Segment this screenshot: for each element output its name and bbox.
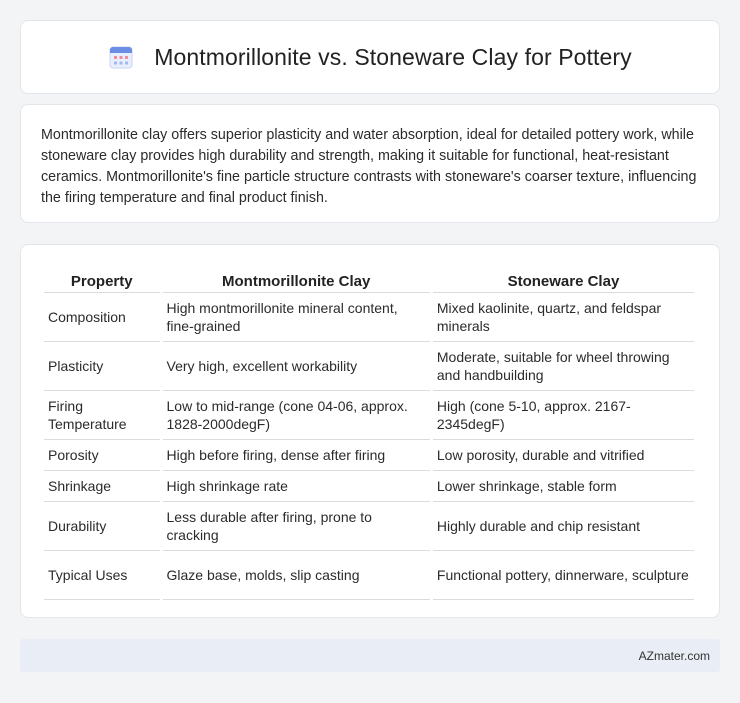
cell-stoneware: Lower shrinkage, stable form: [433, 471, 694, 502]
cell-montmorillonite: High before firing, dense after firing: [163, 440, 430, 471]
table-row: [44, 391, 694, 440]
cell-montmorillonite: High shrinkage rate: [163, 471, 430, 502]
title-card: [20, 20, 720, 94]
table-header-row: [44, 265, 694, 293]
cell-stoneware: High (cone 5-10, approx. 2167-2345degF): [433, 391, 694, 440]
cell-property: Porosity: [44, 440, 160, 471]
header-property: Property: [44, 265, 160, 293]
cell-property: Firing Temperature: [44, 391, 160, 440]
header-stoneware: Stoneware Clay: [433, 265, 694, 293]
header-montmorillonite: Montmorillonite Clay: [163, 265, 430, 293]
cell-montmorillonite: High montmorillonite mineral content, fine-grained: [163, 293, 430, 342]
page-title: Montmorillonite vs. Stoneware Clay for Pottery: [154, 43, 632, 70]
table-row: [44, 342, 694, 391]
cell-stoneware: Low porosity, durable and vitrified: [433, 440, 694, 471]
cell-montmorillonite: Less durable after firing, prone to cracking: [163, 502, 430, 551]
cell-property: Durability: [44, 502, 160, 551]
cell-stoneware: Moderate, suitable for wheel throwing and handbuilding: [433, 342, 694, 391]
table-row: [44, 471, 694, 502]
cell-property: Plasticity: [44, 342, 160, 391]
calendar-grid-icon: [108, 44, 134, 70]
table-row: [44, 551, 694, 600]
table-row: [44, 293, 694, 342]
footer-source: AZmater.com: [638, 648, 710, 663]
cell-property: Typical Uses: [44, 551, 160, 600]
cell-montmorillonite: Very high, excellent workability: [163, 342, 430, 391]
table-row: [44, 502, 694, 551]
cell-montmorillonite: Low to mid-range (cone 04-06, approx. 1828-2000degF): [163, 391, 430, 440]
cell-stoneware: Highly durable and chip resistant: [433, 502, 694, 551]
cell-property: Shrinkage: [44, 471, 160, 502]
footer: [20, 639, 720, 672]
summary-text: Montmorillonite clay offers superior plasticity and water absorption, ideal for detailed pottery work, while stoneware clay provides high durability and strength, making it suitable for functional, heat-resistant ceramics. Montmorillonite's fine particle structure contrasts with stoneware's coarser texture, influencing the firing temperature and final product finish.: [41, 127, 697, 206]
cell-property: Composition: [44, 293, 160, 342]
comparison-table: [41, 265, 697, 600]
cell-montmorillonite: Glaze base, molds, slip casting: [163, 551, 430, 600]
cell-stoneware: Mixed kaolinite, quartz, and feldspar minerals: [433, 293, 694, 342]
cell-stoneware: Functional pottery, dinnerware, sculpture: [433, 551, 694, 600]
comparison-table-card: [20, 244, 720, 618]
summary-card: [20, 104, 720, 223]
table-row: [44, 440, 694, 471]
